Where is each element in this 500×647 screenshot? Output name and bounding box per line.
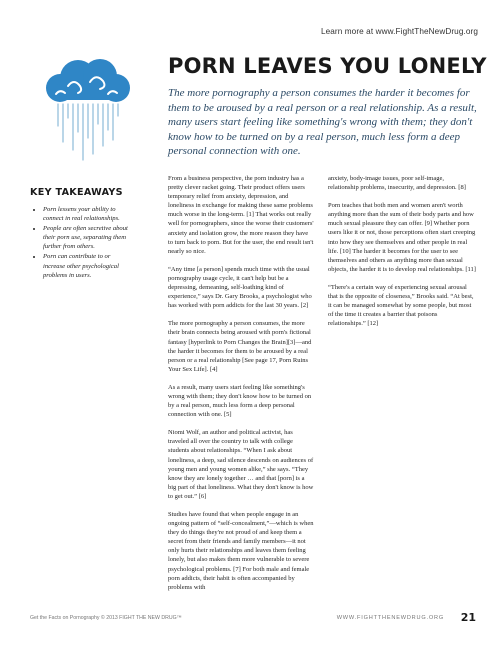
body-paragraph: Studies have found that when people engage in an ongoing pattern of “self-concealment,”—which is when they do things they're not proud of and keep them a secret from their friends and family members—it not only hurts their relationships and leaves them feeling lonely, but also makes them more vulnerable to severe psychological problems. [7] For both male and female porn addicts, their habit is often accompanied by problems with xyxy=(168,511,314,591)
body-paragraph: Niomi Wolf, an author and political activist, has traveled all over the country to talk with college students about relationships. “When I ask about loneliness, a deep, sad silence descends on audiences of young men and young women alike,” she says. “They know they are lonely together … and that [porn] is a big part of that loneliness. What they don't know is how to get out.” [6] xyxy=(168,429,314,500)
body-column-left xyxy=(168,174,314,601)
footer-website-link[interactable]: WWW.FIGHTTHENEWDRUG.ORG xyxy=(336,615,444,621)
footer-copyright: Get the Facts on Pornography © 2013 FIGHT THE NEW DRUG™ xyxy=(30,615,182,621)
body-column-right xyxy=(328,174,476,337)
body-paragraph: The more pornography a person consumes, the more their brain connects being aroused with porn's fictional fantasy [hyperlink to Porn Changes the Brain][3]—and the harder it becomes for them to be aroused by a real person or a real relationship [See page 17, Porn Ruins Your Sex Life]. [4] xyxy=(168,320,312,373)
body-paragraph: anxiety, body-image issues, poor self-image, relationship problems, insecurity, and depression. [8] xyxy=(328,175,466,192)
takeaways-heading: KEY TAKEAWAYS xyxy=(30,187,123,198)
key-takeaways xyxy=(30,187,130,281)
article-lede: The more pornography a person consumes the harder it becomes for them to be aroused by a real person or a real relationship. As a result, many users start feeling like something's wrong with them; they don't know how to be turned on by a real person, much less form a deep personal connection with one. xyxy=(168,87,477,158)
takeaway-item: • Porn can contribute to or increase other psychological problems in users. xyxy=(43,252,130,279)
body-paragraph: “There's a certain way of experiencing sexual arousal that is the opposite of closeness,” Brooks said. “At best, it can be managed somewhat by some people, but most of the time it creates a barrier that poisons relationships.” [12] xyxy=(328,283,474,328)
takeaways-list xyxy=(30,205,130,280)
body-paragraph: From a business perspective, the porn industry has a pretty clever racket going. Their product offers users temporary relief from anxiety, depression, and loneliness in exchange for making these same problems much worse in the long-term. [1] That works out really well for pornographers, since the worse their customers' anxiety and isolation grow, the more reason they have to turn back to porn. But for the user, the end result isn't nearly so nice. xyxy=(168,175,314,255)
learn-more-link[interactable]: Learn more at www.FightTheNewDrug.org xyxy=(320,27,478,36)
body-paragraph: As a result, many users start feeling like something's wrong with them; they don't know how to be turned on by a real person, much less form a deep personal connection with one. [5] xyxy=(168,383,312,419)
body-paragraph: Porn teaches that both men and women aren't worth anything more than the sum of their body parts and how much sexual pleasure they can offer. [9] Whether porn users like it or not, those perceptions often start creeping into how they see themselves and other people in real life. [10] The harder it becomes for the user to see themselves and others as anything more than sexual objects, the harder it is to develop real relationships. [11] xyxy=(328,202,476,273)
rain-cloud-icon xyxy=(38,56,134,164)
page-title: PORN LEAVES YOU LONELY xyxy=(168,54,487,78)
body-paragraph: “Any time [a person] spends much time with the usual pornography usage cycle, it can't help but be a depressing, demeaning, self-loathing kind of experience,” says Dr. Gary Brooks, a psychologist who has worked with porn addicts for the last 30 years. [2] xyxy=(168,265,312,310)
takeaway-item: • Porn lessens your ability to connect in real relationships. xyxy=(43,205,130,223)
takeaway-item: • People are often secretive about their porn use, separating them further from others. xyxy=(43,224,130,251)
page-number: 21 xyxy=(460,611,476,624)
